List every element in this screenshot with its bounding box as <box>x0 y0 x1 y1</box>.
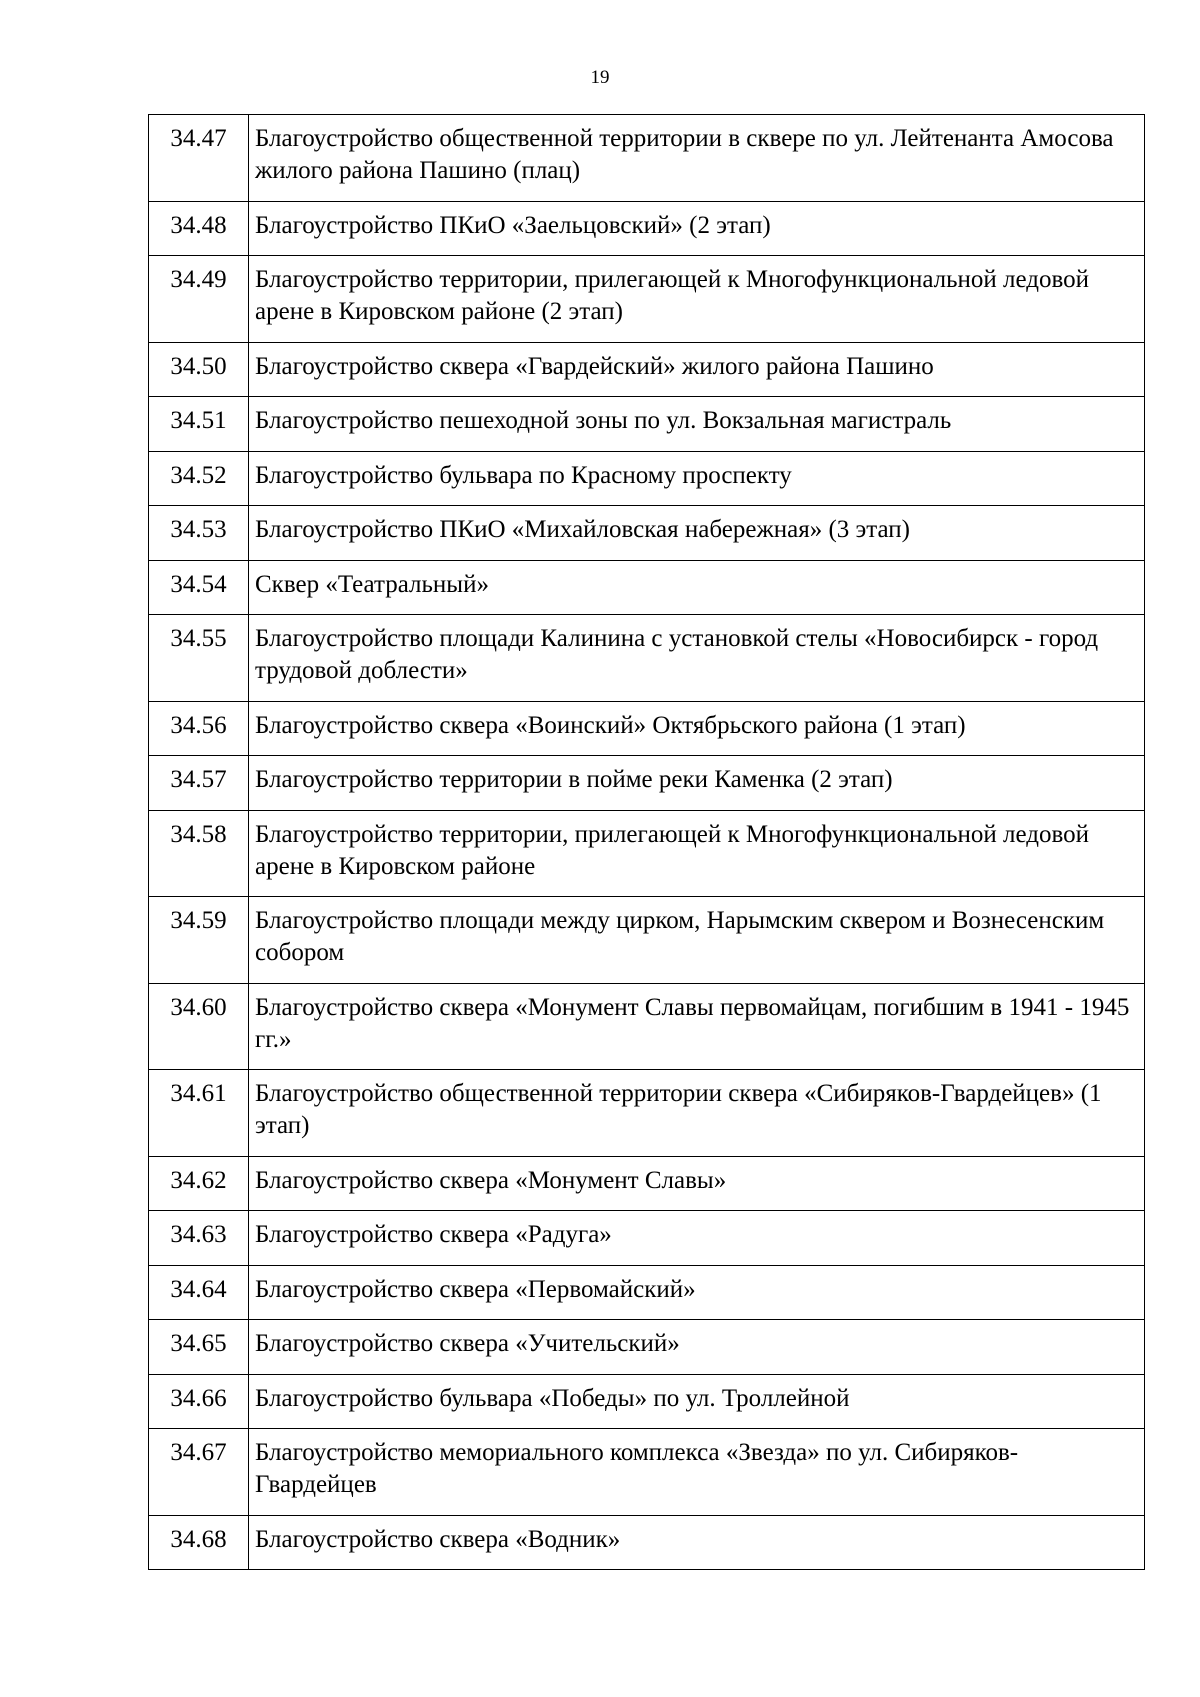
item-description: Благоустройство сквера «Монумент Славы первомайцам, погибшим в 1941 - 1945 гг.» <box>249 983 1145 1070</box>
table-row <box>149 560 1145 615</box>
item-description: Благоустройство общественной территории сквера «Сибиряков-Гвардейцев» (1 этап) <box>249 1070 1145 1157</box>
table-row <box>149 983 1145 1070</box>
table-body <box>149 115 1145 1570</box>
table-row <box>149 506 1145 561</box>
table-row <box>149 1320 1145 1375</box>
item-number: 34.47 <box>149 115 249 202</box>
table-row <box>149 1070 1145 1157</box>
item-number: 34.48 <box>149 201 249 256</box>
item-number: 34.52 <box>149 451 249 506</box>
item-number: 34.67 <box>149 1429 249 1516</box>
item-description: Благоустройство сквера «Гвардейский» жилого района Пашино <box>249 342 1145 397</box>
table-row <box>149 1374 1145 1429</box>
item-description: Благоустройство ПКиО «Заельцовский» (2 этап) <box>249 201 1145 256</box>
item-number: 34.64 <box>149 1265 249 1320</box>
table-row <box>149 1265 1145 1320</box>
table-row <box>149 342 1145 397</box>
item-description: Благоустройство сквера «Водник» <box>249 1515 1145 1570</box>
item-number: 34.57 <box>149 756 249 811</box>
table-row <box>149 756 1145 811</box>
table-row <box>149 810 1145 897</box>
item-number: 34.62 <box>149 1156 249 1211</box>
item-number: 34.66 <box>149 1374 249 1429</box>
item-number: 34.58 <box>149 810 249 897</box>
table-row <box>149 451 1145 506</box>
item-description: Благоустройство территории в пойме реки Каменка (2 этап) <box>249 756 1145 811</box>
item-description: Благоустройство сквера «Монумент Славы» <box>249 1156 1145 1211</box>
item-description: Благоустройство территории, прилегающей к Многофункциональной ледовой арене в Кировском районе (2 этап) <box>249 256 1145 343</box>
item-number: 34.54 <box>149 560 249 615</box>
item-number: 34.53 <box>149 506 249 561</box>
table-row <box>149 1156 1145 1211</box>
table-row <box>149 897 1145 984</box>
item-description: Благоустройство сквера «Первомайский» <box>249 1265 1145 1320</box>
item-number: 34.55 <box>149 615 249 702</box>
item-number: 34.65 <box>149 1320 249 1375</box>
item-number: 34.51 <box>149 397 249 452</box>
item-description: Благоустройство пешеходной зоны по ул. Вокзальная магистраль <box>249 397 1145 452</box>
item-description: Благоустройство бульвара «Победы» по ул. Троллейной <box>249 1374 1145 1429</box>
item-description: Благоустройство площади между цирком, Нарымским сквером и Вознесенским собором <box>249 897 1145 984</box>
table-row <box>149 201 1145 256</box>
improvement-items-table <box>148 114 1145 1570</box>
item-description: Благоустройство мемориального комплекса «Звезда» по ул. Сибиряков-Гвардейцев <box>249 1429 1145 1516</box>
table-row <box>149 1515 1145 1570</box>
table-row <box>149 115 1145 202</box>
item-number: 34.61 <box>149 1070 249 1157</box>
item-number: 34.59 <box>149 897 249 984</box>
item-description: Благоустройство сквера «Учительский» <box>249 1320 1145 1375</box>
item-description: Благоустройство сквера «Радуга» <box>249 1211 1145 1266</box>
item-number: 34.68 <box>149 1515 249 1570</box>
page-number: 19 <box>590 67 610 88</box>
item-number: 34.56 <box>149 701 249 756</box>
table-row <box>149 701 1145 756</box>
item-description: Благоустройство территории, прилегающей к Многофункциональной ледовой арене в Кировском районе <box>249 810 1145 897</box>
item-number: 34.50 <box>149 342 249 397</box>
item-number: 34.63 <box>149 1211 249 1266</box>
item-description: Благоустройство ПКиО «Михайловская набережная» (3 этап) <box>249 506 1145 561</box>
item-description: Благоустройство площади Калинина с установкой стелы «Новосибирск - город трудовой доблести» <box>249 615 1145 702</box>
item-number: 34.60 <box>149 983 249 1070</box>
table-row <box>149 256 1145 343</box>
item-description: Благоустройство сквера «Воинский» Октябрьского района (1 этап) <box>249 701 1145 756</box>
table-row <box>149 1429 1145 1516</box>
table-row <box>149 1211 1145 1266</box>
table-row <box>149 397 1145 452</box>
item-description: Сквер «Театральный» <box>249 560 1145 615</box>
table-row <box>149 615 1145 702</box>
item-number: 34.49 <box>149 256 249 343</box>
item-description: Благоустройство общественной территории в сквере по ул. Лейтенанта Амосова жилого района Пашино (плац) <box>249 115 1145 202</box>
item-description: Благоустройство бульвара по Красному проспекту <box>249 451 1145 506</box>
